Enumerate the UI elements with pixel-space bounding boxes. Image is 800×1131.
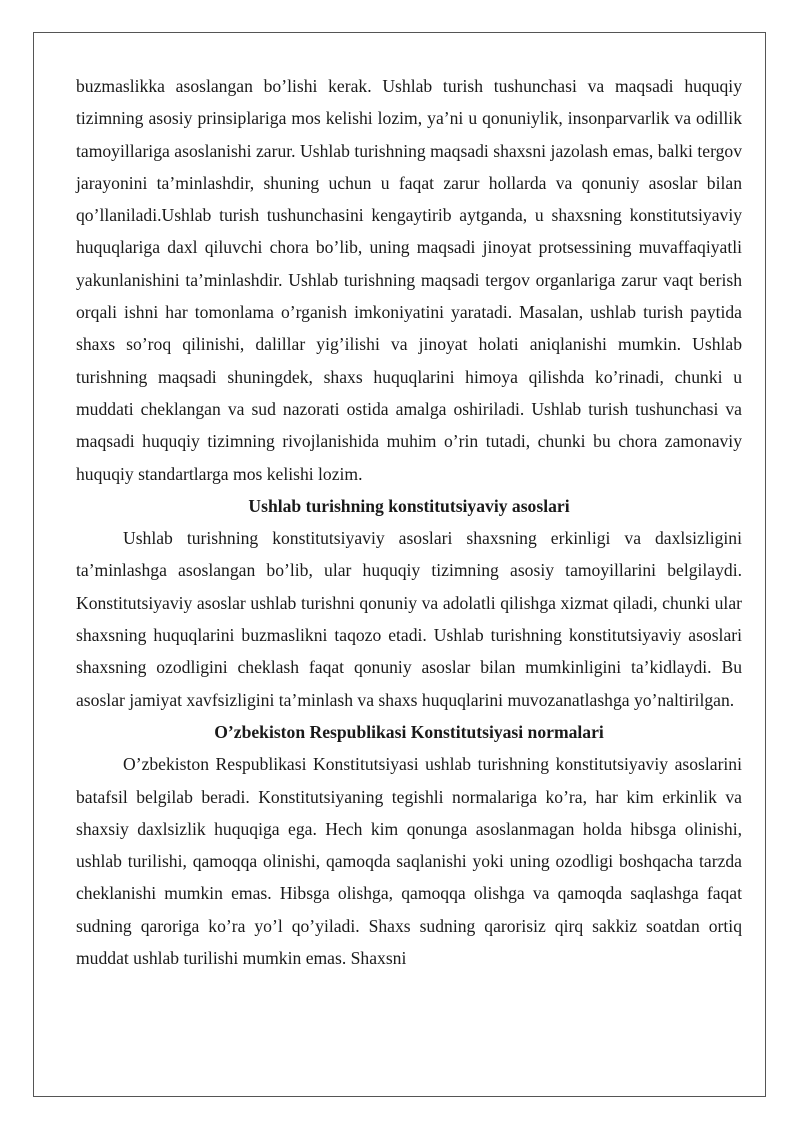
paragraph-continued: buzmaslikka asoslangan bo’lishi kerak. Ushlab turish tushunchasi va maqsadi huquqiy tizimning asosiy prinsiplariga mos kelishi lozim, ya’ni u qonuniylik, insonparvarlik va odillik tamoyillariga asoslanishi zarur. Ushlab turishning maqsadi shaxsni jazolash emas, balki tergov jarayonini ta’minlashdir, shuning uchun u faqat zarur hollarda va qonuniy asoslar bilan qo’llaniladi.Ushlab turish tushunchasini kengaytirib aytganda, u shaxsning konstitutsiyaviy huquqlariga daxl qiluvchi chora bo’lib, uning maqsadi jinoyat protsessining muvaffaqiyatli yakunlanishini ta’minlashdir. Ushlab turishning maqsadi tergov organlariga zarur vaqt berish orqali ishni har tomonlama o’rganish imkoniyatini yaratadi. Masalan, ushlab turish paytida shaxs so’roq qilinishi, dalillar yig’ilishi va jinoyat holati aniqlanishi mumkin. Ushlab turishning maqsadi shuningdek, shaxs huquqlarini himoya qilishda ko’rinadi, chunki u muddati cheklangan va sud nazorati ostida amalga oshiriladi. Ushlab turish tushunchasi va maqsadi huquqiy tizimning rivojlanishida muhim o’rin tutadi, chunki bu chora zamonaviy huquqiy standartlarga mos kelishi lozim. <box>76 76 742 484</box>
section-heading-constitution-norms: O’zbekiston Respublikasi Konstitutsiyasi normalari <box>214 721 604 742</box>
paragraph-constitutional-basis: Ushlab turishning konstitutsiyaviy asoslari shaxsning erkinligi va daxlsizligini ta’minlashga asoslangan bo’lib, ular huquqiy tizimning asosiy tamoyillarini belgilaydi. Konstitutsiyaviy asoslar ushlab turishni qonuniy va adolatli qilishga xizmat qiladi, chunki ular shaxsning huquqlarini buzmaslikni taqozo etadi. Ushlab turishning konstitutsiyaviy asoslari shaxsning ozodligini cheklash faqat qonuniy asoslar bilan mumkinligini ta’kidlaydi. Bu asoslar jamiyat xavfsizligini ta’minlash va shaxs huquqlarini muvozanatlashga yo’naltirilgan. <box>76 528 742 710</box>
paragraph-constitution-norms: O’zbekiston Respublikasi Konstitutsiyasi ushlab turishning konstitutsiyaviy asoslarini batafsil belgilab beradi. Konstitutsiyaning tegishli normalariga ko’ra, har kim erkinlik va shaxsiy daxlsizlik huquqiga ega. Hech kim qonunga asoslanmagan holda hibsga olinishi, ushlab turilishi, qamoqqa olinishi, qamoqda saqlanishi yoki uning ozodligi boshqacha tarzda cheklanishi mumkin emas. Hibsga olishga, qamoqqa olishga va qamoqda saqlashga faqat sudning qaroriga ko’ra yo’l qo’yiladi. Shaxs sudning qarorisiz qirq sakkiz soatdan ortiq muddat ushlab turilishi mumkin emas. Shaxsni <box>76 754 742 969</box>
document-body <box>76 70 742 974</box>
section-heading-constitutional-basis: Ushlab turishning konstitutsiyaviy asoslari <box>248 495 570 516</box>
